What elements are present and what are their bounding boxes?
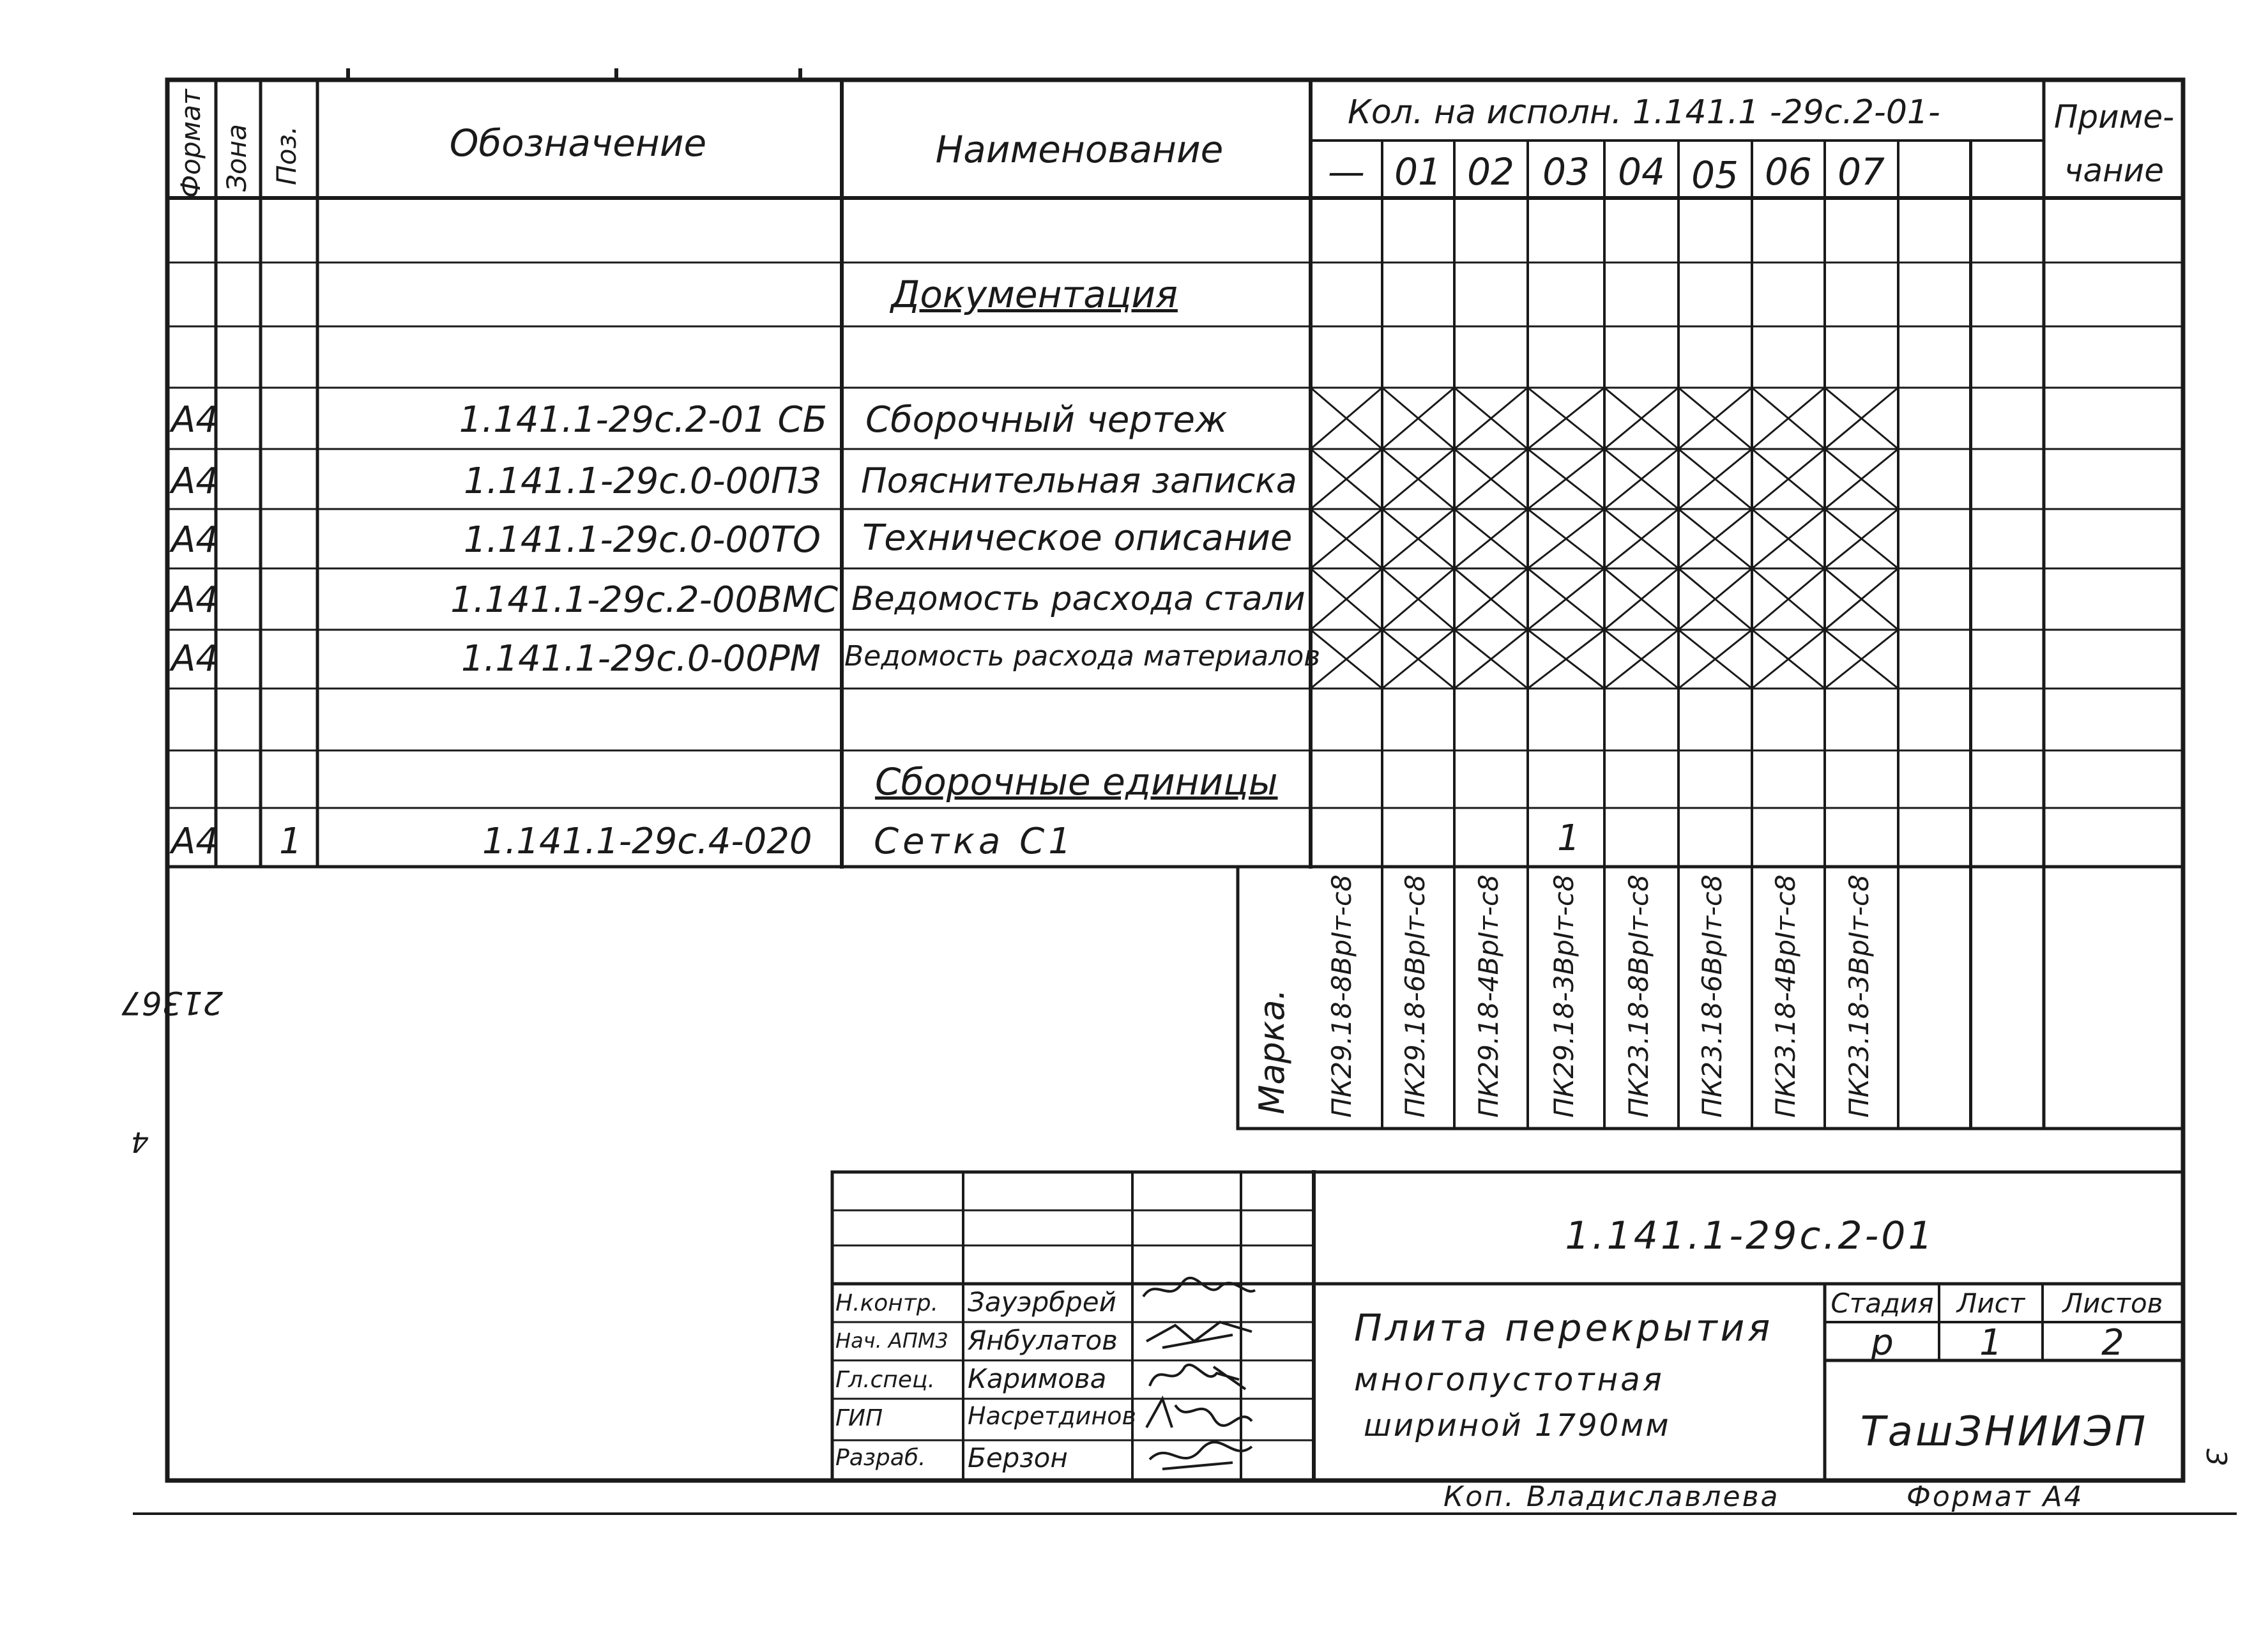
sheets-value: 2: [2101, 1322, 2124, 1364]
role-name: Каримова: [968, 1363, 1107, 1394]
sheets-label: Листов: [2062, 1288, 2163, 1319]
stage-value: р: [1871, 1322, 1894, 1364]
row-name: Пояснительная записка: [861, 460, 1297, 501]
variant-header: 02: [1467, 150, 1514, 194]
row-name: Сетка С1: [874, 821, 1075, 862]
col-name-header: Наименование: [935, 128, 1224, 171]
title-line-1: Плита перекрытия: [1354, 1306, 1774, 1350]
row-format: А4: [171, 638, 218, 680]
mark-label: ПК23.18-8ВрIт-с8: [1623, 874, 1654, 1118]
row-qty-03: 1: [1557, 818, 1580, 859]
role-label: Разраб.: [835, 1445, 926, 1471]
page-corner-number: 3: [2200, 1449, 2232, 1466]
signature-scribble-1: [1137, 1271, 1258, 1316]
note-header-2: чание: [2064, 152, 2165, 189]
row-designation: 1.141.1-29с.2-00ВМС: [450, 579, 838, 621]
mark-label: ПК29.18-3ВрIт-с8: [1548, 874, 1579, 1118]
sheet-label: Лист: [1956, 1288, 2025, 1319]
signature-scribble-5: [1137, 1434, 1258, 1479]
row-format: А4: [171, 821, 218, 862]
signature-scribble-2: [1137, 1313, 1258, 1357]
note-header-1: Приме-: [2053, 98, 2175, 135]
row-name: Ведомость расхода стали: [851, 580, 1305, 618]
doc-code: 1.141.1-29с.2-01: [1565, 1214, 1935, 1258]
section-documentation: Документация: [891, 273, 1178, 316]
role-name: Насретдинов: [968, 1402, 1136, 1430]
stage-label: Стадия: [1830, 1288, 1934, 1319]
row-name: Техническое описание: [862, 517, 1293, 559]
row-format: А4: [171, 579, 218, 621]
mark-label: ПК23.18-6ВрIт-с8: [1696, 874, 1728, 1118]
mark-label: ПК29.18-8ВрIт-с8: [1326, 874, 1357, 1118]
variant-header: 05: [1691, 153, 1739, 197]
row-format: А4: [171, 460, 218, 502]
copied-by: Коп. Владиславлева: [1443, 1480, 1780, 1513]
signature-scribble-4: [1137, 1392, 1258, 1437]
variant-header: 06: [1765, 150, 1812, 194]
role-name: Янбулатов: [968, 1325, 1118, 1356]
title-line-2: многопустотная: [1354, 1361, 1664, 1398]
role-label: ГИП: [835, 1405, 883, 1431]
variant-header: 01: [1394, 150, 1442, 194]
row-pos: 1: [279, 821, 302, 862]
row-format: А4: [171, 399, 218, 441]
mark-label: ПК23.18-3ВрIт-с8: [1843, 874, 1875, 1118]
mark-label: ПК29.18-6ВрIт-с8: [1399, 874, 1431, 1118]
mark-label: ПК29.18-4ВрIт-с8: [1473, 874, 1504, 1118]
qty-header: Кол. на исполн. 1.141.1 -29с.2-01-: [1348, 93, 1940, 132]
row-name: Сборочный чертеж: [865, 399, 1228, 441]
margin-mark: 4: [131, 1125, 149, 1158]
row-designation: 1.141.1-29с.0-00РМ: [461, 638, 821, 680]
row-format: А4: [171, 519, 218, 561]
mark-label: ПК23.18-4ВрIт-с8: [1770, 874, 1801, 1118]
section-assemblies: Сборочные единицы: [875, 760, 1278, 803]
row-designation: 1.141.1-29с.0-00ТО: [463, 519, 821, 561]
role-name: Берзон: [968, 1442, 1068, 1473]
col-designation-header: Обозначение: [449, 121, 707, 165]
row-name: Ведомость расхода материалов: [844, 640, 1321, 673]
marka-label: Марка.: [1252, 989, 1292, 1115]
sheet-value: 1: [1979, 1322, 2002, 1364]
variant-header: —: [1328, 150, 1365, 194]
row-designation: 1.141.1-29с.0-00ПЗ: [464, 460, 821, 502]
variant-header: 07: [1838, 150, 1885, 194]
row-designation: 1.141.1-29с.4-020: [482, 821, 812, 862]
inventory-number: 21367: [121, 984, 224, 1021]
organization: ТашЗНИИЭП: [1860, 1408, 2149, 1456]
col-pos-header: Поз.: [271, 126, 302, 185]
role-label: Нач. АПМ3: [835, 1328, 948, 1353]
variant-header: 03: [1542, 150, 1590, 194]
format-footer: Формат А4: [1906, 1480, 2084, 1513]
row-designation: 1.141.1-29с.2-01 СБ: [459, 399, 827, 441]
variant-header: 04: [1618, 150, 1665, 194]
col-zone-header: Зона: [221, 124, 252, 192]
role-name: Зауэрбрей: [968, 1286, 1116, 1318]
role-label: Гл.спец.: [835, 1367, 935, 1393]
role-label: Н.контр.: [835, 1290, 939, 1316]
title-line-3: шириной 1790мм: [1364, 1408, 1671, 1443]
col-format-header: Формат: [175, 89, 206, 198]
